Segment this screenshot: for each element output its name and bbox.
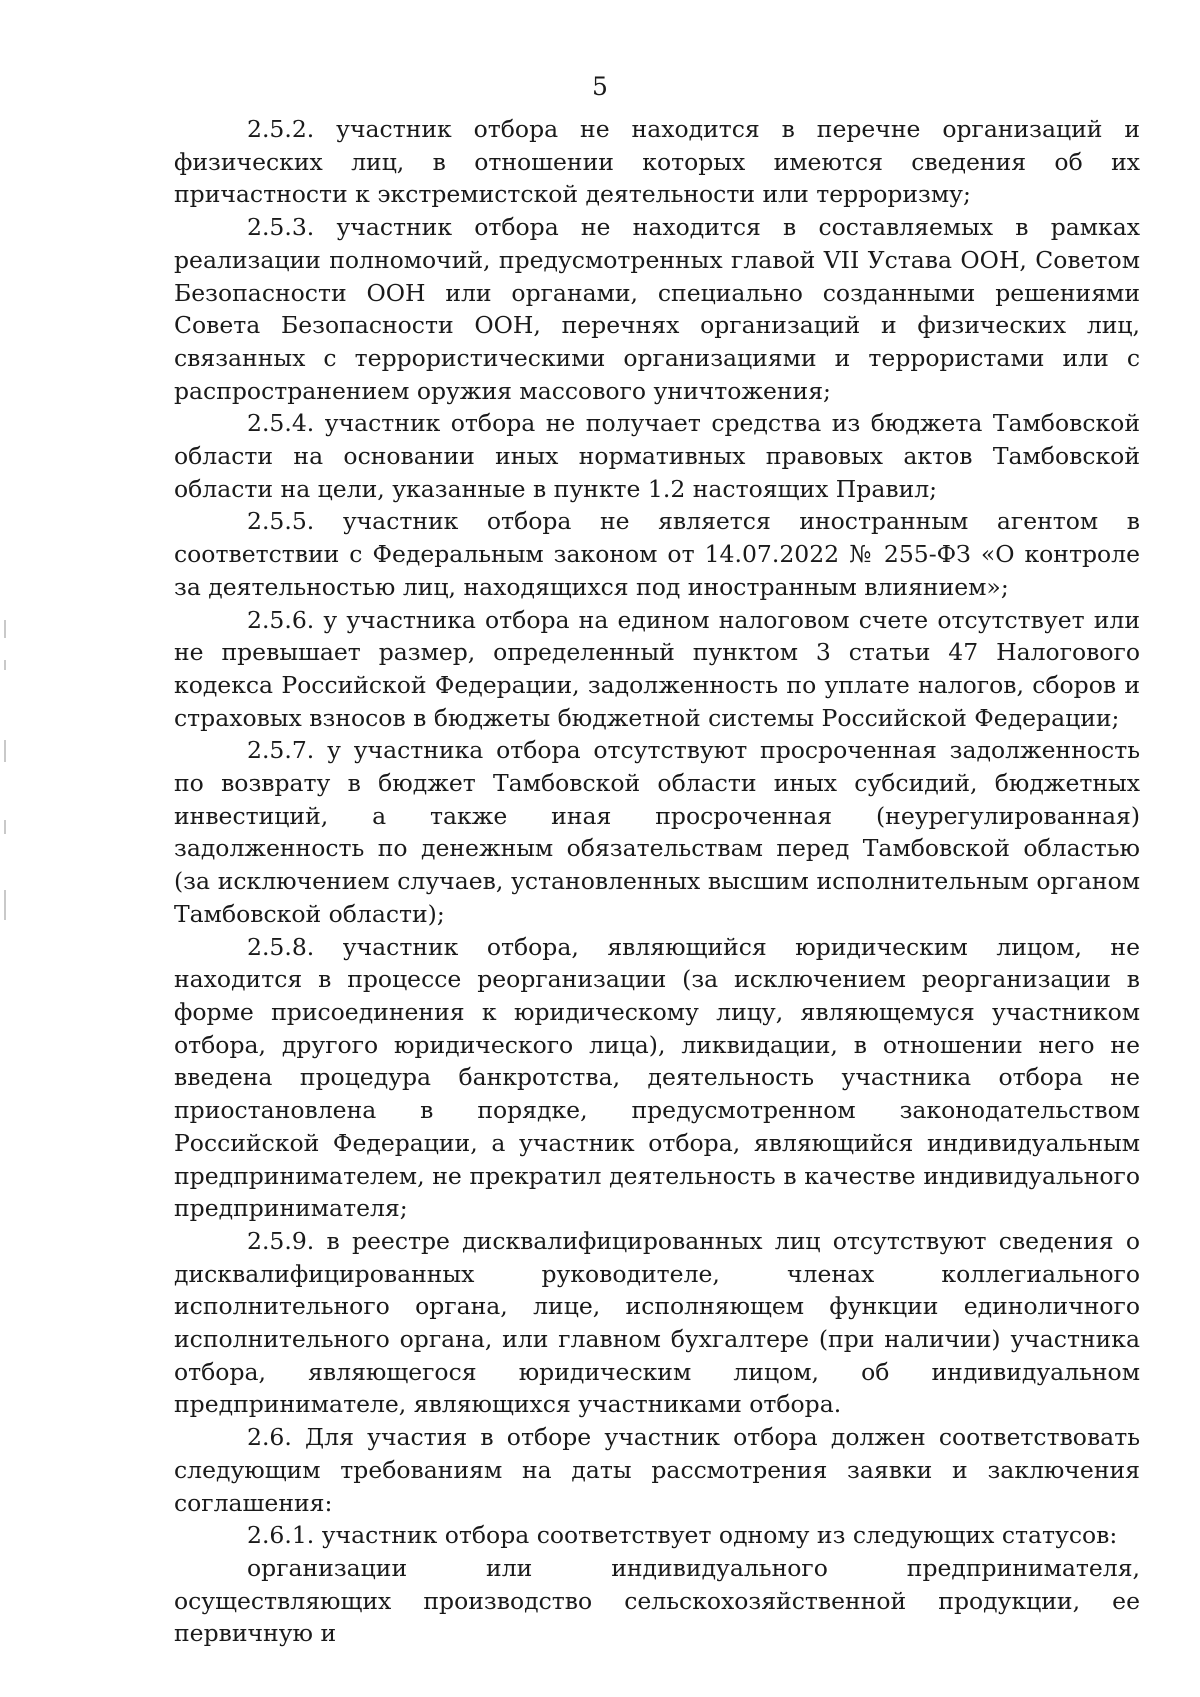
paragraph-2-5-5: 2.5.5. участник отбора не является иностранным агентом в соответствии с Федеральным законом от 14.07.2022 № 255-ФЗ «О контроле за деятельностью лиц, находящихся под иностранным влиянием»; xyxy=(174,507,1140,601)
paragraph-2-5-4: 2.5.4. участник отбора не получает средства из бюджета Тамбовской области на основании иных нормативных правовых актов Тамбовской области на цели, указанные в пункте 1.2 настоящих Правил; xyxy=(174,409,1140,503)
paragraph-2-6-1: 2.6.1. участник отбора соответствует одному из следующих статусов: xyxy=(247,1521,1118,1550)
paragraph-statuses: организации или индивидуального предпринимателя, осуществляющих производство сельскохозяйственной продукции, ее первичную и xyxy=(174,1553,1140,1648)
paragraph-2-6: 2.6. Для участия в отборе участник отбора должен соответствовать следующим требованиям на даты рассмотрения заявки и заключения соглашения: xyxy=(174,1423,1140,1517)
paragraph-2-5-8: 2.5.8. участник отбора, являющийся юридическим лицом, не находится в процессе реорганизации (за исключением реорганизации в форме присоединения к юридическому лицу, являющемуся участником отбора, другого юридического лица), ликвидации, в отношении него не введена процедура банкротства, деятельность участника отбора не приостановлена в порядке, предусмотренном законодательством Российской Федерации, а участник отбора, являющийся индивидуальным предпринимателем, не прекратил деятельность в качестве индивидуального предпринимателя; xyxy=(174,932,1140,1223)
paragraph-2-5-3: 2.5.3. участник отбора не находится в составляемых в рамках реализации полномочий, предусмотренных главой VII Устава ООН, Советом Безопасности ООН или органами, специально созданными решениями Совета Безопасности ООН, перечнях организаций и физических лиц, связанных с террористическими организациями и террористами или с распространением оружия массового уничтожения; xyxy=(174,213,1140,405)
paragraph-2-5-6: 2.5.6. у участника отбора на едином налоговом счете отсутствует или не превышает размер, определенный пунктом 3 статьи 47 Налогового кодекса Российской Федерации, задолженность по уплате налогов, сборов и страховых взносов в бюджеты бюджетной системы Российской Федерации; xyxy=(174,605,1140,732)
paragraph-2-5-7: 2.5.7. у участника отбора отсутствуют просроченная задолженность по возврату в бюджет Тамбовской области иных субсидий, бюджетных инвестиций, а также иная просроченная (неурегулированная) задолженность по денежным обязательствам перед Тамбовской областью (за исключением случаев, установленных высшим исполнительным органом Тамбовской области); xyxy=(174,736,1140,928)
paragraph-2-5-9: 2.5.9. в реестре дисквалифицированных лиц отсутствуют сведения о дисквалифицированных руководителе, членах коллегиального исполнительного органа, лице, исполняющем функции единоличного исполнительного органа, или главном бухгалтере (при наличии) участника отбора, являющегося юридическим лицом, об индивидуальном предпринимателе, являющихся участниками отбора. xyxy=(174,1226,1140,1419)
paragraph-2-5-2: 2.5.2. участник отбора не находится в перечне организаций и физических лиц, в отношении которых имеются сведения об их причастности к экстремистской деятельности или терроризму; xyxy=(174,115,1140,209)
page-number: 5 xyxy=(592,72,608,101)
document-body xyxy=(174,113,1140,1650)
scan-margin-marks xyxy=(4,620,10,940)
